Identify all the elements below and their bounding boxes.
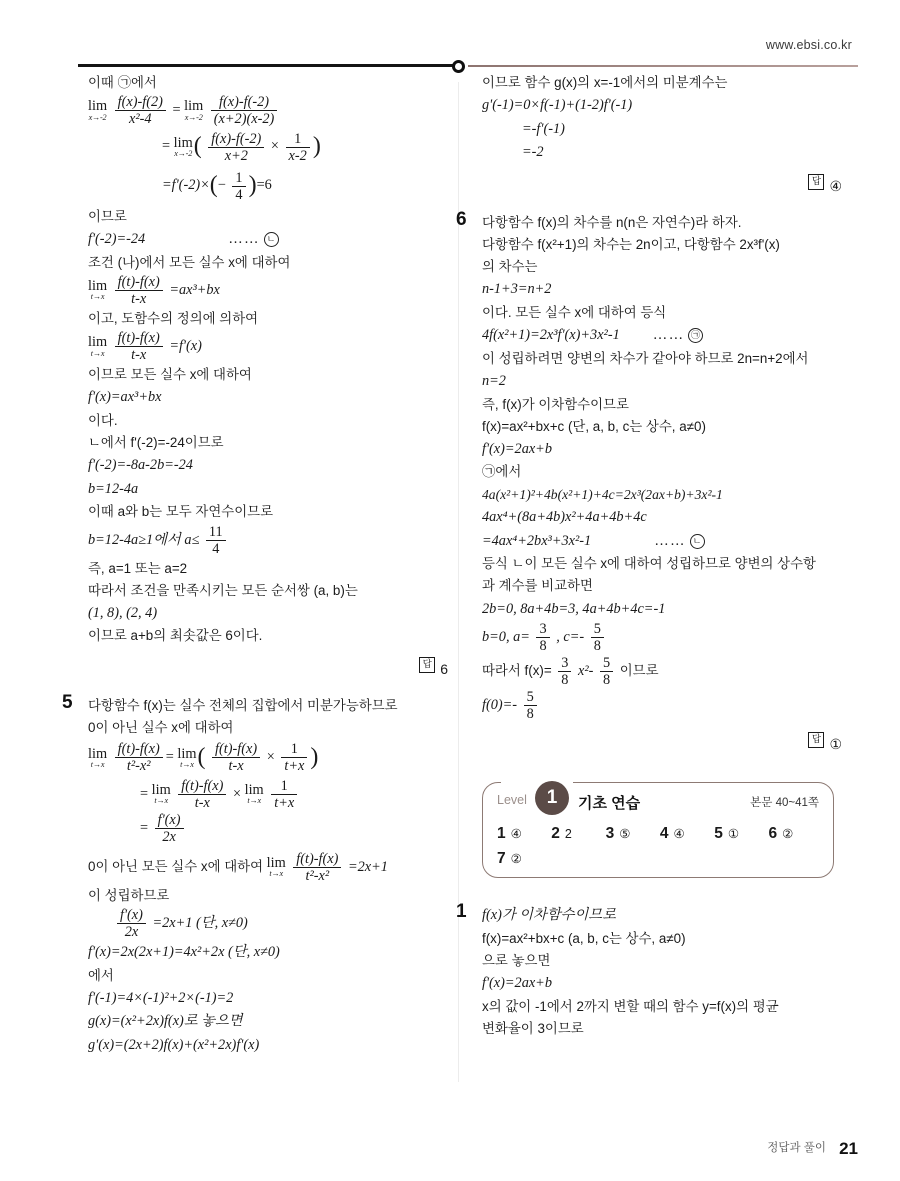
sol-equation-result: = $\frac{f'(x)}{2x}$: [88, 812, 448, 845]
fraction: $\frac{f(t)-f(x)}{t-x}$: [212, 741, 260, 774]
sol-line: 2b=0, 8a+4b=3, 4a+4b+4c=-1: [482, 600, 666, 617]
problem-number-6: 6: [456, 208, 467, 230]
fraction: $\frac{f(x)-f(-2)}{x+2}$: [208, 131, 264, 164]
level-answer-item: [497, 850, 551, 868]
expr: =ax³+bx: [169, 281, 220, 298]
answer-box-icon: 답: [808, 174, 824, 190]
header-rule: [78, 60, 858, 72]
level-answer-item: [606, 825, 660, 843]
level-answer-box: [482, 782, 834, 878]
sol-line: b=12-4a: [88, 480, 139, 497]
expr: x²-: [578, 662, 594, 679]
level-answer-item: [497, 825, 551, 843]
expr: =2x+1: [347, 858, 388, 875]
solution-problem-6: [456, 208, 842, 754]
sol-text: 0이 아닌 모든 실수 x에 대하여: [88, 858, 264, 874]
sol-line: x의 값이 -1에서 2까지 변할 때의 함수 y=f(x)의 평균: [482, 998, 779, 1014]
sol-equation-ratio: [88, 907, 448, 940]
level-reference: 본문 40~41쪽: [750, 797, 819, 810]
expr: f'(-2)=-24: [88, 231, 146, 248]
expr: f(0)=-: [482, 696, 518, 713]
sol-equation-expanded: [482, 530, 842, 553]
header-rule-right-segment: [468, 65, 858, 67]
reference-mark-icon: ㉠: [688, 328, 703, 343]
sol-line: 이때 a와 b는 모두 자연수이므로: [88, 504, 273, 520]
limit-operator: lim t→x: [88, 278, 108, 302]
answer-value: 6: [440, 660, 448, 677]
level-answer-value: ②: [510, 852, 522, 867]
solution-continued: [88, 72, 448, 679]
fraction: $\frac{f'(x)}{2x}$: [117, 907, 146, 940]
level-answer-value: ⑤: [619, 827, 631, 842]
sol-line: g'(x)=(2x+2)f(x)+(x²+2x)f'(x): [88, 1036, 260, 1053]
sol-line: f'(x)=ax³+bx: [88, 389, 162, 406]
sol-line-condition: [88, 851, 448, 884]
times-operator: ×: [266, 749, 275, 766]
sol-line: 4ax⁴+(8a+4b)x²+4a+4b+4c: [482, 509, 647, 526]
fraction: $\frac{1}{x-2}$: [286, 131, 310, 164]
answer-choice: ①: [829, 736, 842, 753]
level-answer-grid: [497, 825, 823, 875]
page-header: [0, 0, 900, 72]
limit-operator: lim t→x: [244, 782, 264, 806]
sol-line: 이므로: [88, 208, 127, 224]
limit-operator: lim t→x: [177, 745, 197, 769]
expr: =4ax⁴+2bx³+3x²-1: [482, 532, 592, 549]
fraction: $\frac{1}{t+x}$: [271, 778, 297, 811]
sol-line: f'(x)=2ax+b: [482, 975, 552, 992]
problem-number-5: 5: [62, 691, 73, 713]
answer-tag: [482, 732, 842, 754]
level-answer-value: ①: [727, 827, 740, 842]
reference-mark-icon: ㄴ: [264, 232, 279, 247]
sol-line: 다항함수 f(x)의 차수를 n(n은 자연수)라 하자.: [482, 214, 742, 230]
sol-line: 과 계수를 비교하면: [482, 578, 593, 594]
expr: b=12-4a≥1에서 a≤: [88, 531, 200, 548]
answer-tag: [482, 174, 842, 196]
sol-equation-limit-1: [88, 94, 448, 127]
answer-choice: ④: [829, 177, 842, 194]
sol-equation-limit-2: = lim x→-2 ( $\frac{f(x)-f(-2)}{x+2}$ × $\frac{1}{x-2}$ ): [162, 130, 321, 164]
reference-mark-icon: ㄴ: [690, 534, 705, 549]
left-column: [62, 72, 448, 1063]
sol-line: 으로 놓으면: [482, 952, 551, 968]
sol-equation-final: [482, 689, 842, 722]
expr: =f'(-2)×: [162, 177, 210, 194]
fraction: $\frac{3}{8}$: [536, 621, 549, 654]
fraction: $\frac{f(x)-f(2)}{\text{x²-4}}$: [115, 94, 166, 127]
sol-line: 이고, 도함수의 정의에 의하여: [88, 310, 259, 326]
fraction: $\frac{f(t)-f(x)}{\text{t²-x²}}$: [293, 851, 341, 884]
level-title: 기초 연습: [578, 795, 641, 813]
solution-problem-5: [62, 691, 448, 1057]
level-answer-item: [551, 825, 605, 843]
sol-equation-limit-2: = lim t→x $\frac{f(t)-f(x)}{t-x}$ × lim t→x $\frac{1}{t+x}$: [88, 778, 448, 811]
times-operator: ×: [270, 138, 279, 155]
level-answer-question-number: 7: [497, 850, 506, 868]
sol-equation-function: [482, 655, 842, 688]
sol-line: f(x)=ax²+bx+c (단, a, b, c는 상수, a≠0): [482, 418, 706, 434]
sol-line: =-f'(-1): [522, 120, 565, 137]
sol-line: 이 성립하므로: [88, 887, 170, 903]
site-url: www.ebsi.co.kr: [765, 38, 852, 52]
fraction: $\frac{f(t)-f(x)}{t-x}$: [115, 330, 163, 363]
sol-line: 다항함수 f(x²+1)의 차수는 2n이고, 다항함수 2x³f'(x): [482, 237, 780, 253]
limit-operator: lim t→x: [88, 745, 108, 769]
level-answer-question-number: 5: [714, 825, 723, 843]
answer-box-icon: 답: [808, 732, 824, 748]
expr: =6: [256, 177, 272, 194]
sol-line: (1, 8), (2, 4): [88, 604, 158, 621]
sol-line: f(x)가 이차함수이므로: [482, 907, 616, 924]
level-answer-value: ④: [510, 827, 522, 842]
ellipsis: ……: [652, 327, 685, 344]
answer-box-icon: 답: [419, 657, 435, 673]
level-answer-value: 2: [564, 827, 572, 842]
sol-text: 따라서 f(x)=: [482, 662, 552, 678]
sol-line: 이다.: [88, 412, 118, 428]
level-answer-question-number: 4: [659, 825, 669, 843]
footer-page-number: 21: [839, 1139, 858, 1158]
level-answer-question-number: 6: [768, 825, 778, 843]
fraction: $\frac{f(t)-f(x)}{t-x}$: [115, 274, 163, 307]
sol-line-derivative-value: [88, 228, 448, 251]
sol-line: 이므로 함수 g(x)의 x=-1에서의 미분계수는: [482, 75, 728, 90]
expr: 4f(x²+1)=2x³f'(x)+3x²-1: [482, 327, 620, 344]
sol-line: n-1+3=n+2: [482, 281, 552, 298]
sol-line: =-2: [522, 144, 544, 161]
sol-line: 4a(x²+1)²+4b(x²+1)+4c=2x³(2ax+b)+3x²-1: [482, 486, 723, 502]
level-label: Level: [497, 793, 527, 808]
sol-text: 이므로: [619, 662, 659, 678]
fraction: $\frac{f'(x)}{2x}$: [155, 812, 184, 845]
sol-line: 이므로 모든 실수 x에 대하여: [88, 367, 252, 383]
sol-inequality: [88, 524, 448, 557]
level-answer-value: ②: [782, 827, 794, 842]
sol-line: f'(-1)=4×(-1)²+2×(-1)=2: [88, 989, 234, 1006]
limit-operator: lim t→x: [266, 855, 286, 879]
limit-operator: lim t→x: [88, 334, 108, 358]
sol-equation-result: =f'(-2)×(− $\frac{1}{4}$ )=6: [162, 169, 272, 203]
limit-operator: lim x→-2: [184, 98, 204, 122]
level-answer-question-number: 2: [551, 825, 560, 843]
page-footer: [0, 1131, 900, 1159]
answer-tag: [88, 657, 448, 679]
expr: =f'(x): [169, 337, 202, 354]
sol-line: f'(x)=2x(2x+1)=4x²+2x (단, x≠0): [88, 944, 280, 961]
fraction: $\frac{f(t)-f(x)}{t-x}$: [178, 778, 226, 811]
sol-line: f'(-2)=-8a-2b=-24: [88, 457, 193, 474]
level-answer-question-number: 3: [605, 825, 615, 843]
level-answer-item: [660, 825, 714, 843]
sol-equation-def-1: [88, 274, 448, 307]
sol-line: ㉠에서: [482, 464, 522, 480]
expr: =2x+1 (단, x≠0): [152, 914, 248, 931]
page-body: [0, 72, 900, 1112]
right-column: [456, 72, 842, 1045]
limit-operator: lim x→-2: [173, 134, 193, 159]
fraction: $\frac{5}{8}$: [591, 621, 604, 654]
level-answer-item: [714, 825, 768, 843]
fraction: $\frac{f(t)-f(x)}{\text{t²-x²}}$: [115, 741, 163, 774]
sol-line: 이므로 a+b의 최솟값은 6이다.: [88, 628, 263, 644]
level-answer-question-number: 1: [497, 825, 506, 843]
fraction: $\frac{5}{8}$: [524, 689, 537, 722]
sol-line: n=2: [482, 372, 506, 389]
solution-problem-1: [456, 901, 842, 1039]
sol-line: 즉, f(x)가 이차함수이므로: [482, 396, 629, 412]
sol-line: 다항함수 f(x)는 실수 전체의 집합에서 미분가능하므로: [88, 697, 398, 713]
ellipsis: ……: [228, 231, 260, 248]
sol-equation-limit-1: lim t→x $\frac{f(t)-f(x)}{\text{t²-x²}}$ = lim t→x ( $\frac{f(t)-f(x)}{t-x}$ × $\frac{1}{t+x}$ ): [88, 741, 319, 775]
sol-equation-def-2: [88, 330, 448, 363]
sol-line: 변화율이 3이므로: [482, 1020, 584, 1036]
expr: b=0, a=: [482, 628, 530, 645]
sol-line: g(x)=(x²+2x)f(x)로 놓으면: [88, 1013, 243, 1030]
sol-line: 에서: [88, 967, 114, 983]
sol-equation-main: [482, 324, 842, 347]
fraction: $\frac{1}{4}$: [232, 170, 245, 203]
sol-line: 0이 아닌 실수 x에 대하여: [88, 719, 234, 735]
limit-operator: lim x→-2: [88, 98, 108, 122]
sol-line: 이다. 모든 실수 x에 대하여 등식: [482, 305, 667, 320]
level-answer-value: ④: [673, 827, 685, 842]
sol-line: 등식 ㄴ이 모든 실수 x에 대하여 성립하므로 양변의 상수항: [482, 556, 816, 572]
equals: =: [172, 101, 181, 118]
sol-line: f'(x)=2ax+b: [482, 440, 552, 457]
column-divider: [458, 82, 459, 1082]
sol-equation-coefficients: [482, 621, 842, 654]
level-answer-item: [768, 825, 822, 843]
sol-line: f(x)=ax²+bx+c (a, b, c는 상수, a≠0): [482, 930, 686, 946]
sol-line: 따라서 조건을 만족시키는 모든 순서쌍 (a, b)는: [88, 582, 358, 598]
fraction: $\frac{5}{8}$: [600, 655, 613, 688]
footer-label: 정답과 풀이: [767, 1142, 826, 1154]
times-operator: ×: [232, 785, 242, 802]
expr: , c=-: [556, 628, 585, 645]
fraction: $\frac{11}{4}$: [206, 524, 226, 557]
fraction: $\frac{1}{t+x}$: [281, 741, 307, 774]
sol-line: ㄴ에서 f'(-2)=-24이므로: [88, 435, 224, 450]
header-rule-left-segment: [78, 64, 460, 67]
sol-line: 조건 (나)에서 모든 실수 x에 대하여: [88, 254, 291, 270]
problem-number-1: 1: [456, 901, 467, 923]
sol-line: g'(-1)=0×f(-1)+(1-2)f'(-1): [482, 97, 633, 114]
solution-problem-5-continued: [482, 72, 842, 196]
sol-line: 의 차수는: [482, 259, 538, 275]
fraction: $\frac{3}{8}$: [558, 655, 571, 688]
level-number-badge: 1: [535, 781, 569, 815]
sol-line: 이 성립하려면 양변의 차수가 같아야 하므로 2n=n+2에서: [482, 350, 809, 366]
ellipsis: ……: [654, 532, 686, 549]
fraction: $\frac{f(x)-f(-2)}{(x+2)(x-2)}$: [211, 94, 277, 127]
limit-operator: lim t→x: [151, 782, 171, 806]
sol-line: 즉, a=1 또는 a=2: [88, 560, 188, 576]
sol-line: 이때 ㉠에서: [88, 75, 157, 90]
